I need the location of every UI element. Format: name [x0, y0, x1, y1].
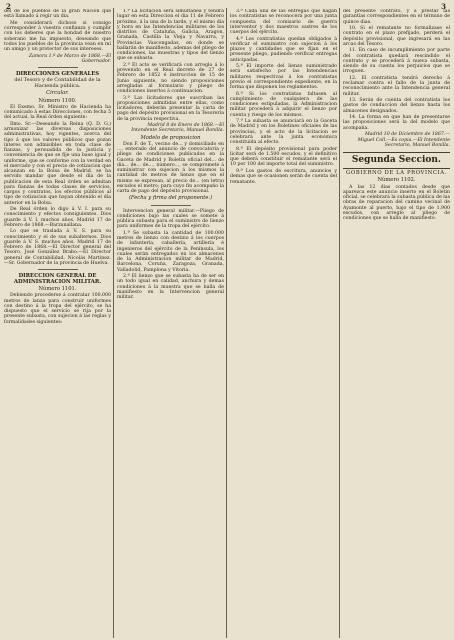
paragraph: 2.ª El lienzo que se subasta ha de ser en un todo igual en calidad, anchura y demas condiciones á la muestra que se halla de manifiesto en la Intervencion general militar.	[117, 274, 224, 301]
paragraph: del presente contrato, y á prestar las garantías correspondientes en el término de quince dias.	[343, 9, 450, 25]
paragraph: del de los pueblos de la gran Nacion que está llamado á regir un dia.	[4, 9, 111, 20]
section-title: Segunda Seccion.	[343, 152, 450, 169]
column-4	[343, 9, 450, 635]
paragraph: Don F. de T., vecino de... y domiciliado en ..., enterado del anuncio de convocatoria y pliego de condiciones publicados en la Gaceta de Madrid y Boletín oficial del... de dia... de... de..., número..., se compromete á suministrar con sujecion á los mismos la cantidad de metros de lienzo que en el mismo se expresan, al precio de... (en letra) escudos el metro; para cuyo fin acompaño la carta de pago del depósito provisional.	[117, 141, 224, 195]
column-2	[117, 9, 224, 635]
notice-number: Número 1102.	[377, 177, 416, 184]
section-heading: DIRECCION GENERAL DE ADMINISTRACION MILITAR.	[13, 273, 102, 286]
column-rule	[226, 8, 227, 638]
signature: Madrid 8 de Enero de 1868.—El Intendente Secretario, Manuel Bonilla.	[131, 123, 224, 134]
signature: Madrid 10 de Diciembre de 1867.—Miguel Coll.—Es copia.—El Intendente Secretario, Manuel Bonilla.	[357, 132, 450, 148]
paragraph: Debiendo procederse á contratar 100.000 metros de lanza para construir uniformes con destino á la tropa del ejército, se ha dispuesto que el servicio se rija por la presente subasta, con sujecion á las reglas y formalidades siguientes:	[4, 293, 111, 325]
column-rule	[113, 8, 114, 638]
notice-number: Número 1100.	[38, 97, 77, 104]
paragraph: 10. Si el rematante no formalizase el contrato en el plazo prefijado, perderá el depósito provisional, que ingresará en las arcas del Tesoro.	[343, 26, 450, 47]
paragraph: 6.ª Si los contratistas faltasen al cumplimiento de cualquiera de las condiciones estipuladas, la Administracion militar procederá á adquirir el lienzo por cuenta y riesgo de los mismos.	[230, 91, 337, 118]
circular-label: Circular.	[46, 90, 69, 97]
column-1	[4, 9, 111, 635]
model-heading: Modelo de proposicion	[140, 134, 201, 141]
separator	[151, 205, 191, 206]
paragraph: De Real órden lo digo á V. I. para su conocimiento y efectos consiguientes. Dios guarde á V. I. muchos años. Madrid 17 de Febrero de 1868.—Barzanallana.	[4, 207, 111, 228]
paragraph: 12. El contratista tendrá derecho á reclamar contra el fallo de la junta de reconocimiento ante la Intendencia general militar.	[343, 75, 450, 97]
signature: Zamora 1.º de Marzo de 1868.—El Gobernador.	[28, 53, 111, 64]
paragraph: 3.ª Las licitadores que suscriban las proposiciones admitidas entre ellas, como licitadores, deberán presentar la carta de pago del depósito provisional en la Tesorería de la provincia respectiva.	[117, 95, 224, 122]
paragraph: 14. La forma en que han de presentarse las proposiciones será la del modelo que acompaña.	[343, 115, 450, 131]
paragraph: 7.ª La subasta se anunciará en la Gaceta de Madrid y en los Boletines oficiales de las provincias, y el acto de la licitacion se celebrará ante la junta económica constituida al efecto.	[230, 119, 337, 146]
column-3	[230, 9, 337, 635]
paragraph: 11. En caso de incumplimiento por parte del contratista quedará rescindido el contrato y se procederá á nueva subasta, siendo de su cuenta los perjuicios que se irroguen.	[343, 48, 450, 75]
page-number-right: 3	[441, 2, 446, 11]
paragraph: 1.ª La licitacion será simultánea y tendrá lugar en esta Direccion el dia 11 de Febrero próximo, á la una de la tarde, y el mismo dia y hora en las Intendencias militares de los distritos de Cataluña, Galicia, Aragon, Granada, Castilla la Vieja y Navarra, y Provincias Vascongadas, en donde se hallarán de manifiesto, ademas del pliego de condiciones, las muestras y tipos del lienzo que se subasta.	[117, 9, 224, 62]
paragraph: 3.ª Cada una de las entregas que hagan los contratistas se reconocerá por una junta compuesta del comisario de guerra interventor y dos maestros sastres de los cuerpos del ejército.	[230, 9, 337, 35]
paragraph: 13. Serán de cuenta del contratista los gastos de conduccion del lienzo hasta los almacenes designados.	[343, 98, 450, 114]
paragraph: Intervencion general militar.—Pliego de condiciones bajo las cuales se somete á pública subasta para el suministro de lienzo para uniformes de la tropa del ejército.	[117, 208, 224, 230]
paragraph: Ilmo. Sr.—Deseando la Reina (Q. D. G.) armonizar las diversas disposiciones administrativas, hoy vigentes, acerca del tipo á que los valores públicos que gozan interes son admisibles en toda clase de fianzas, y persuadida de la justicia y conveniencia de que se fije una base igual y uniforme, que se conforme con la verdad en el mercado y con el precio de cotizacion que alcanzan en la Bolsa de Madrid, se ha servido mandar que desde el dia de la publicacion de esta Real órden se admitan para fianzas de todas clases de servicios, cargos y contratos, los efectos públicos al tipo de cotizacion que hayan obtenido el dia anterior en la Bolsa.	[4, 121, 111, 206]
section-heading: DIRECCIONES GENERALES	[15, 71, 100, 78]
column-rule	[339, 8, 340, 638]
paragraph: A las 12 dias contados desde que aparezca este anuncio inserto en el Boletin oficial, se celebrará la subasta pública de las obras de reparacion del camino vecinal de Ayamonte al puerto, bajo el tipo de 1.900 escudos, con arreglo al pliego de condiciones que se halla de manifiesto.	[343, 184, 450, 222]
paragraph: 1.ª Se subasta la cantidad de 100.000 metros de lienzo con destino á los cuerpos de infantería, caballería, artillería é ingenieros del ejército de la Península, los cuales serán entregados en los almacenes de la Administracion militar de Madrid, Barcelona, Coruña, Zaragoza, Granada, Valladolid, Pamplona y Vitoria.	[117, 230, 224, 273]
page-number-left: 2	[6, 2, 11, 11]
separator	[38, 67, 78, 68]
paragraph: El Exemo. Sr. Ministro de Hacienda ha comunicado á estas Direcciones, con fecha 5 del actual, la Real órden siguiente:	[4, 104, 111, 121]
paragraph: 8.ª El depósito provisional para poder licitar será de 1.500 escudos, y el definitivo que deberá constituir el rematante será el 10 por 100 del importe total del suministro.	[230, 146, 337, 168]
government-heading: GOBIERNO DE LA PROVINCIA.	[346, 170, 447, 177]
paragraph: 2.ª El acto se verificará con arreglo á lo prevenido en el Real decreto de 27 de Febrero de 1852 é instruccion de 15 de Junio siguiente, no siendo proposiciones arregladas al formulario y pliego de condiciones insertos á continuacion.	[117, 62, 224, 95]
separator	[38, 269, 78, 270]
signature-note: (Fecha y firma del proponente.)	[128, 195, 213, 202]
paragraph: Me considerará dichoso si consigo corresponder á vuestra confianza y cumplir con los deberes que la bondad de nuestro soberano me ha impuesto, deseando que todos los pueblos de la provincia vean en mí un amigo y un protector de sus intereses.	[4, 20, 111, 53]
paragraph: Lo que se traslada á V. S. para su conocimiento y el de sus subalternos. Dios guarde á V. S. muchos años. Madrid 17 de Febrero de 1868.—El Director general del Tesoro, José González Brabo.—El Director general de Contabilidad, Nicolás Martínez.—Sr. Gobernador de la provincia de Huelva.	[4, 229, 111, 266]
paragraph: 4.ª Los contratistas quedan obligados á verificar el suministro con sujecion á los plazos y cantidades que se fijan en el presente pliego, pudiendo verificar entregas anticipadas.	[230, 36, 337, 63]
paragraph: 9.ª Los gastos de escritura, anuncios y demas que se ocasionen serán de cuenta del rematante.	[230, 169, 337, 185]
paragraph: 5.ª El importe del lienzo suministrado será satisfecho por las Intendencias militares respectivas á los contratistas previo el correspondiente expediente, en la forma que disponen los reglamentos.	[230, 64, 337, 91]
notice-number: Número 1101.	[38, 286, 77, 293]
section-subheading: del Tesoro y de Contabilidad de la Hacienda pública.	[14, 77, 101, 89]
